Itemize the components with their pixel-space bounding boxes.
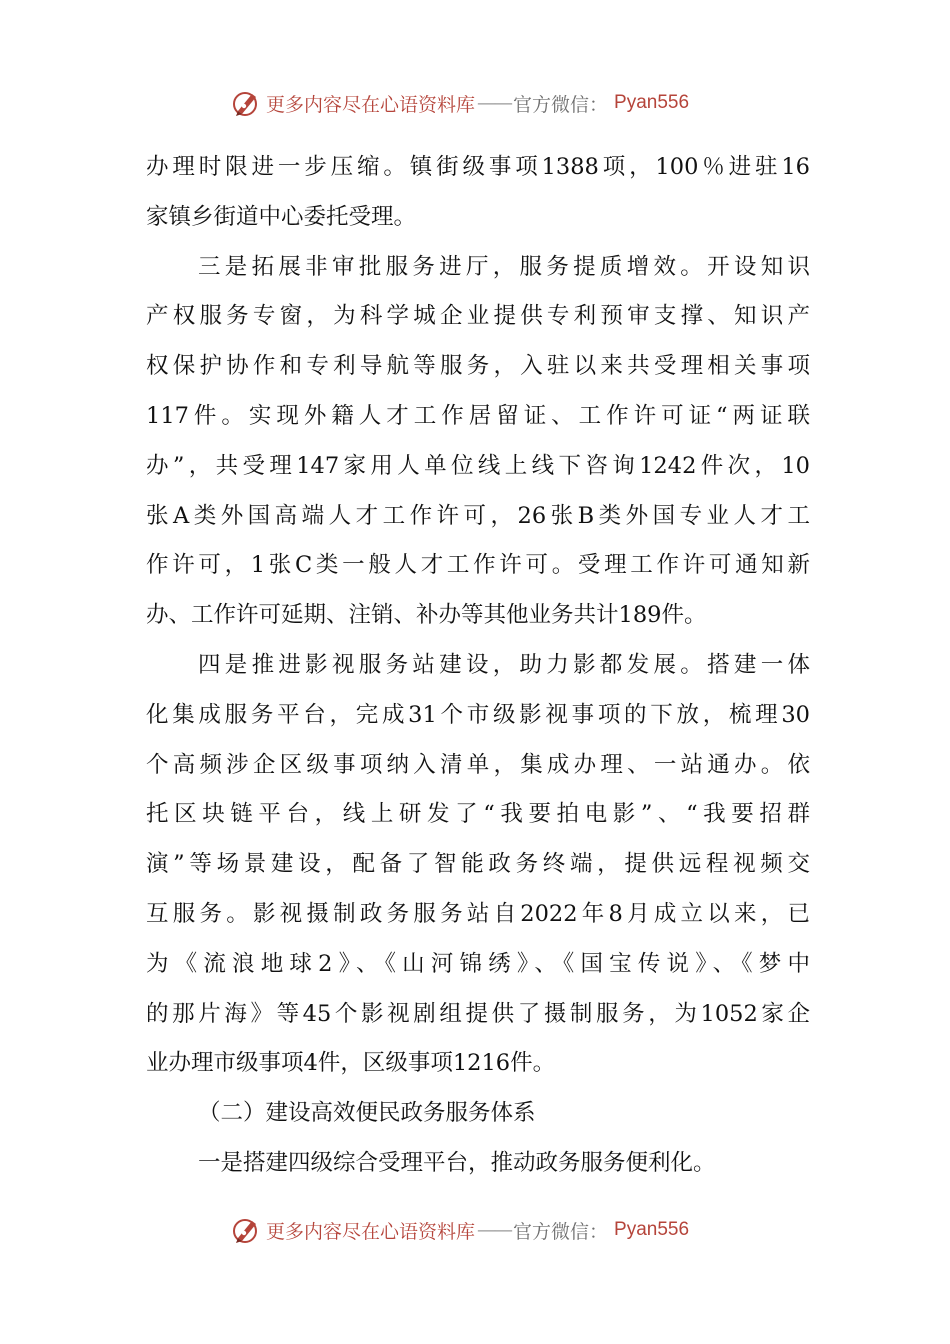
watermark-site-text: 更多内容尽在心语资料库 bbox=[266, 93, 476, 116]
watermark-separator: —— bbox=[477, 92, 512, 114]
text-line: 办、工作许可延期、注销、补办等其他业务共计189件。 bbox=[146, 602, 707, 629]
text-line: 117件。实现外籍人才工作居留证、工作许可证“两证联 bbox=[146, 402, 810, 429]
watermark-banner-top bbox=[230, 83, 750, 123]
watermark-wechat-id: Pyan556 bbox=[614, 92, 690, 113]
text-line: 托区块链平台，线上研发了“我要拍电影”、“我要招群 bbox=[146, 801, 810, 828]
watermark-site-text: 更多内容尽在心语资料库 bbox=[266, 1220, 476, 1243]
document-body bbox=[146, 143, 810, 1189]
text-line: 作许可，1张C类一般人才工作许可。受理工作许可通知新 bbox=[146, 552, 810, 579]
watermark-wechat-label: 官方微信： bbox=[513, 1220, 609, 1243]
text-line: 互服务。影视摄制政务服务站自2022年8月成立以来，已 bbox=[146, 900, 810, 927]
paragraph-start-line: 四是推进影视服务站建设，助力影都发展。搭建一体 bbox=[198, 651, 810, 678]
watermark-wechat-label: 官方微信： bbox=[513, 93, 609, 116]
pen-circle-icon bbox=[230, 1214, 262, 1246]
paragraph-start-line: 三是拓展非审批服务进厅，服务提质增效。开设知识 bbox=[198, 253, 810, 280]
text-line: 家镇乡街道中心委托受理。 bbox=[146, 203, 417, 230]
text-line: 演”等场景建设，配备了智能政务终端，提供远程视频交 bbox=[146, 851, 810, 878]
paragraph-start-line: 一是搭建四级综合受理平台，推动政务服务便利化。 bbox=[198, 1149, 716, 1176]
pen-circle-icon bbox=[230, 87, 262, 119]
text-line: 个高频涉企区级事项纳入清单，集成办理、一站通办。依 bbox=[146, 751, 810, 778]
text-line: 为《流浪地球2》、《山河锦绣》、《国宝传说》、《梦中 bbox=[146, 950, 810, 977]
text-line: 产权服务专窗，为科学城企业提供专利预审支撑、知识产 bbox=[146, 303, 810, 330]
watermark-wechat-id: Pyan556 bbox=[614, 1219, 690, 1240]
watermark-banner-bottom bbox=[230, 1210, 750, 1250]
text-line: 权保护协作和专利导航等服务，入驻以来共受理相关事项 bbox=[146, 353, 810, 380]
text-line: 张A类外国高端人才工作许可，26张B类外国专业人才工 bbox=[146, 502, 810, 529]
text-line: 办理时限进一步压缩。镇街级事项1388项，100％进驻16 bbox=[146, 154, 810, 180]
watermark-separator: —— bbox=[477, 1219, 512, 1241]
text-line: 化集成服务平台，完成31个市级影视事项的下放，梳理30 bbox=[146, 701, 810, 728]
section-heading: （二）建设高效便民政务服务体系 bbox=[198, 1100, 536, 1127]
text-line: 业办理市级事项4件，区级事项1216件。 bbox=[146, 1050, 556, 1077]
text-line: 的那片海》等45个影视剧组提供了摄制服务，为1052家企 bbox=[146, 1000, 810, 1027]
text-line: 办”，共受理147家用人单位线上线下咨询1242件次，10 bbox=[146, 452, 810, 479]
